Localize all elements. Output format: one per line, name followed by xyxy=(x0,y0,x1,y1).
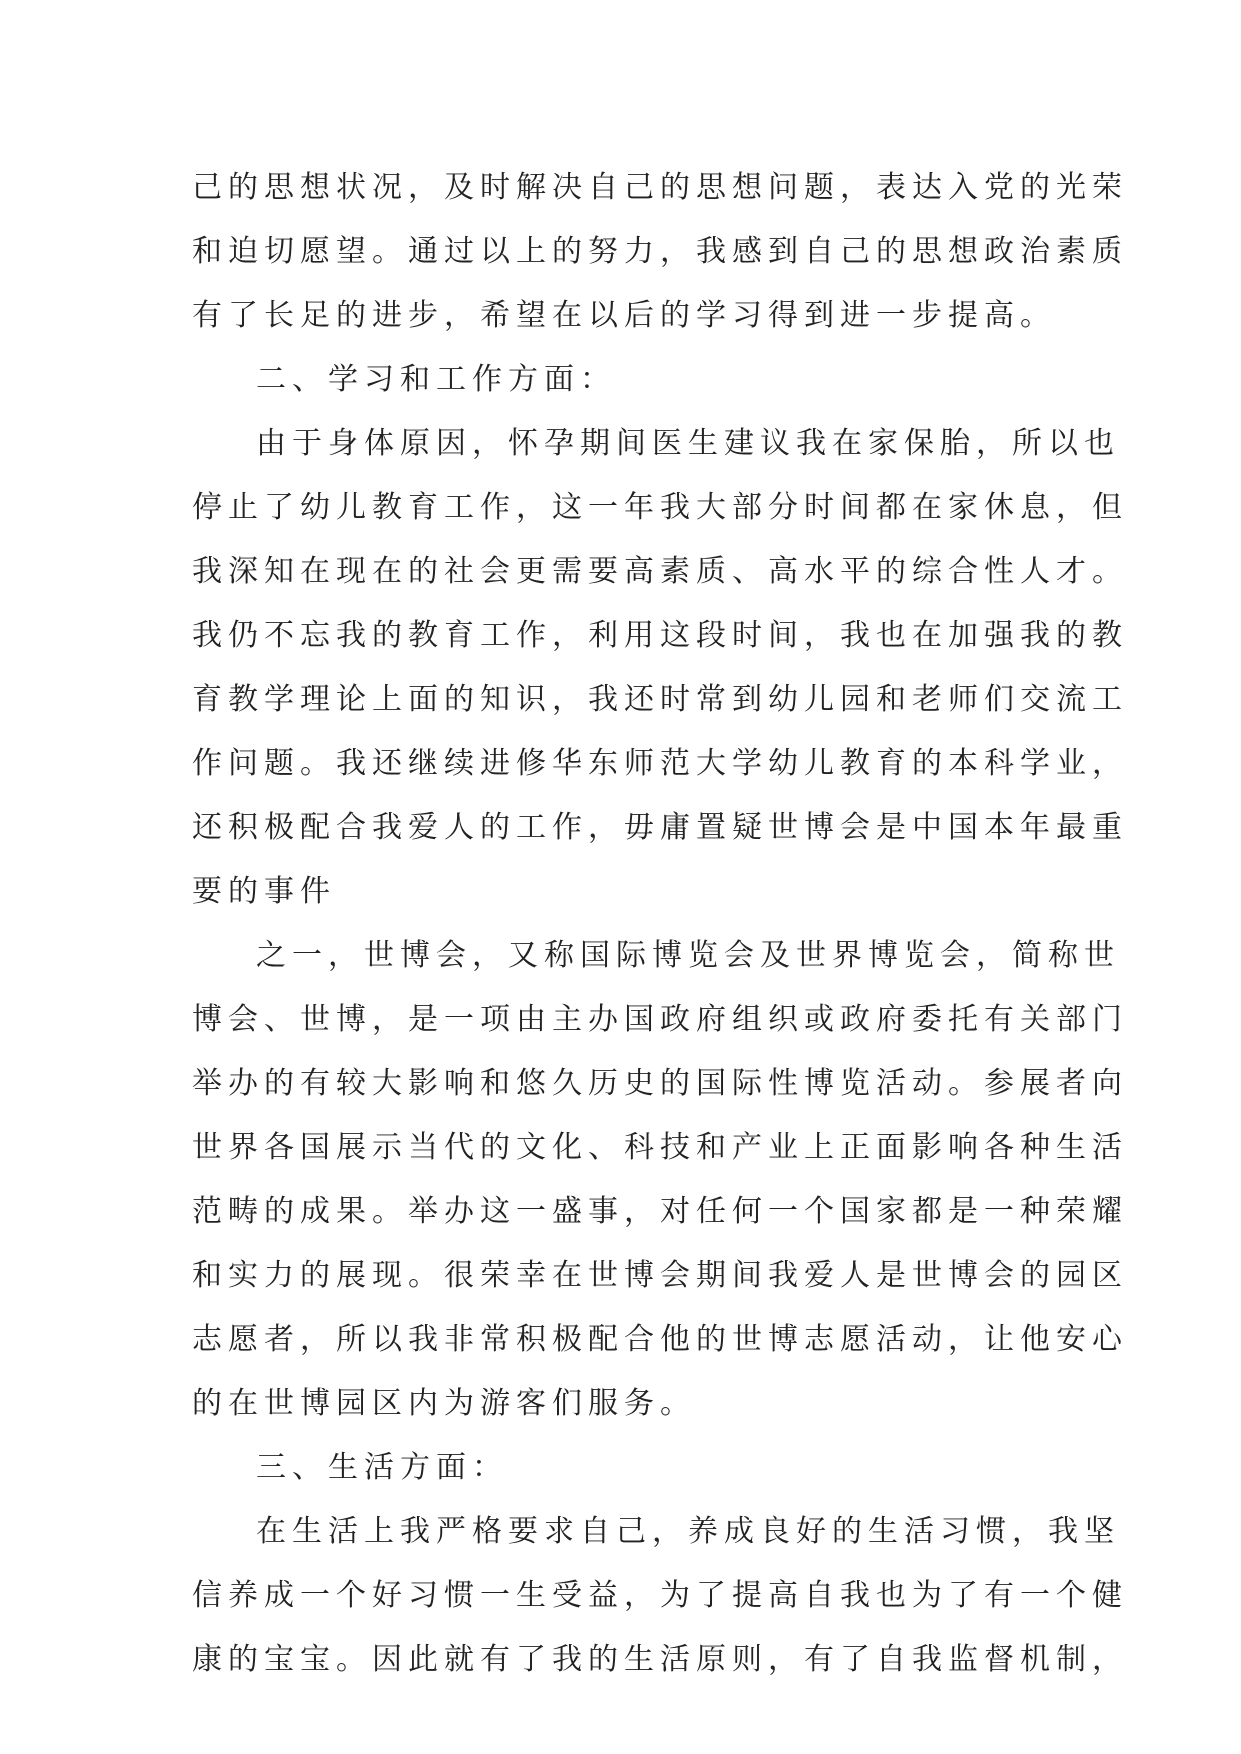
text-line: 和迫切愿望。通过以上的努力，我感到自己的思想政治素质 xyxy=(192,234,1128,269)
text-line: 举办的有较大影响和悠久历史的国际性博览活动。参展者向 xyxy=(192,1066,1128,1101)
text-line: 康的宝宝。因此就有了我的生活原则，有了自我监督机制， xyxy=(192,1642,1128,1677)
text-line: 信养成一个好习惯一生受益，为了提高自我也为了有一个健 xyxy=(192,1578,1128,1613)
text-line: 我仍不忘我的教育工作，利用这段时间，我也在加强我的教 xyxy=(192,618,1128,653)
text-line: 博会、世博，是一项由主办国政府组织或政府委托有关部门 xyxy=(192,1002,1128,1037)
text-line: 和实力的展现。很荣幸在世博会期间我爱人是世博会的园区 xyxy=(192,1258,1128,1293)
text-line: 范畴的成果。举办这一盛事，对任何一个国家都是一种荣耀 xyxy=(192,1194,1128,1229)
text-line: 我深知在现在的社会更需要高素质、高水平的综合性人才。 xyxy=(192,554,1128,589)
document-body xyxy=(192,156,1128,1692)
text-line: 还积极配合我爱人的工作，毋庸置疑世博会是中国本年最重 xyxy=(192,810,1128,845)
text-line: 之一，世博会，又称国际博览会及世界博览会，简称世 xyxy=(256,938,1120,973)
text-line: 由于身体原因，怀孕期间医生建议我在家保胎，所以也 xyxy=(256,426,1120,461)
text-line: 二、学习和工作方面： xyxy=(256,362,616,397)
text-line: 有了长足的进步，希望在以后的学习得到进一步提高。 xyxy=(192,298,1056,333)
text-line: 育教学理论上面的知识，我还时常到幼儿园和老师们交流工 xyxy=(192,682,1128,717)
text-line: 世界各国展示当代的文化、科技和产业上正面影响各种生活 xyxy=(192,1130,1128,1165)
text-line: 三、生活方面： xyxy=(256,1450,508,1485)
text-line: 在生活上我严格要求自己，养成良好的生活习惯，我坚 xyxy=(256,1514,1120,1549)
text-line: 的在世博园区内为游客们服务。 xyxy=(192,1386,696,1421)
text-line: 己的思想状况，及时解决自己的思想问题，表达入党的光荣 xyxy=(192,170,1128,205)
text-line: 作问题。我还继续进修华东师范大学幼儿教育的本科学业， xyxy=(192,746,1128,781)
text-line: 停止了幼儿教育工作，这一年我大部分时间都在家休息，但 xyxy=(192,490,1128,525)
text-line: 要的事件 xyxy=(192,874,336,909)
text-line: 志愿者，所以我非常积极配合他的世博志愿活动，让他安心 xyxy=(192,1322,1128,1357)
